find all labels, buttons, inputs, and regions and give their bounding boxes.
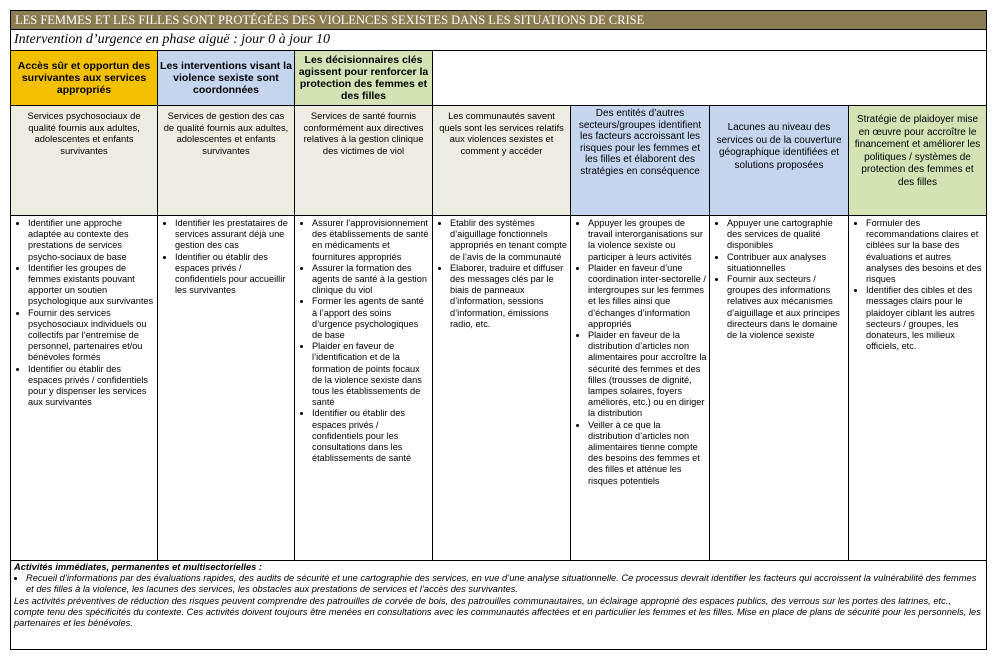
list-item: • Plaider en faveur de l’identification et de la formation de points focaux de la violence sexiste dans tous les établissements de santé — [312, 341, 430, 408]
cross-cutting-heading: Activités immédiates, permanentes et multisectorielles : — [14, 562, 263, 572]
outcome-header-empty — [433, 51, 986, 106]
output-header-advocacy: Stratégie de plaidoyer mise en œuvre pour accroître le financement et améliorer les politiques / systèmes de protection des femmes et des filles — [849, 106, 986, 216]
activity-cell — [433, 216, 571, 561]
list-item: • Identifier ou établir des espaces privés / confidentiels pour accueillir les survivantes — [175, 252, 292, 297]
cross-cutting-list — [14, 573, 983, 595]
activity-cell — [158, 216, 295, 561]
activity-list — [13, 218, 155, 408]
list-item: • Recueil d’informations par des évaluations rapides, des audits de sécurité et une cartographie des services, en vue d’une analyse situationnelle. Ce processus devrait identifier les facteurs qui accroissent la vulnérabilité des femmes et des filles à la violence, les lacunes des services, les obstacles aux prestations de services et l’accès des survivantes. — [26, 573, 983, 595]
output-header-psychosocial: Services psychosociaux de qualité fournis aux adultes, adolescentes et enfants survivantes — [11, 106, 158, 216]
list-item: • Contribuer aux analyses situationnelles — [727, 252, 846, 274]
output-header-case-management: Services de gestion des cas de qualité fournis aux adultes, adolescentes et enfants survivantes — [158, 106, 295, 216]
prevention-paragraph: Les activités préventives de réduction des risques peuvent comprendre des patrouilles de corvée de bois, des patrouilles communautaires, un éclairage approprié des espaces publics, des verrous sur les portes des latrines, etc., compte tenu des spécificités du contexte. Ces activités doivent toujours être menées en consultations avec les communautés affectées et en particulier les femmes et les filles. Mise en place de plans de sécurité pour les personnels, les partenaires et les bénévoles. — [14, 595, 981, 629]
activity-cell — [849, 216, 986, 561]
activity-cell — [11, 216, 158, 561]
outcome-header-coordination: Les interventions visant la violence sexiste sont coordonnées — [158, 51, 295, 106]
list-item: • Elaborer, traduire et diffuser des messages clés par le biais de panneaux d’information, sessions d’information, émissions radio, etc. — [450, 263, 568, 330]
activity-cell — [295, 216, 433, 561]
list-item: • Etablir des systèmes d’aiguillage fonctionnels appropriés en tenant compte de l’avis de la communauté — [450, 218, 568, 263]
table-title: LES FEMMES ET LES FILLES SONT PROTÉGÉES DES VIOLENCES SEXISTES DANS LES SITUATIONS DE CRISE — [11, 11, 986, 30]
list-item: • Veiller à ce que la distribution d’articles non alimentaires tienne compte des besoins des femmes et des filles et atténue les risques potentiels — [588, 420, 707, 487]
list-item: • Identifier des cibles et des messages clairs pour le plaidoyer ciblant les autres secteurs / groupes, les donateurs, les milieux officiels, etc. — [866, 285, 984, 352]
matrix-table — [10, 10, 987, 650]
list-item: • Appuyer les groupes de travail interorganisations sur la violence sexiste ou participer à leurs activités — [588, 218, 707, 263]
activity-list — [851, 218, 984, 352]
activity-list — [435, 218, 568, 330]
list-item: • Former les agents de santé à l’apport des soins d’urgence psychologiques de base — [312, 296, 430, 341]
list-item: • Identifier les groupes de femmes existants pouvant apporter un soutien psychologique aux survivantes — [28, 263, 155, 308]
list-item: • Identifier ou établir des espaces privés / confidentiels pour y dispenser les services aux survivantes — [28, 364, 155, 409]
output-header-health: Services de santé fournis conformément aux directives relatives à la gestion clinique des victimes de viol — [295, 106, 433, 216]
list-item: • Assurer la formation des agents de santé à la gestion clinique du viol — [312, 263, 430, 297]
list-item: • Fournir aux secteurs / groupes des informations relatives aux mécanismes d’aiguillage et aux principes directeurs dans le domaine de la violence sexiste — [727, 274, 846, 341]
list-item: • Identifier les prestataires de services assurant déjà une gestion des cas — [175, 218, 292, 252]
cross-cutting-activities — [11, 561, 986, 649]
list-item: • Plaider en faveur de la distribution d’articles non alimentaires pour accroître la sécurité des femmes et des filles (trousses de dignité, lampes solaires, foyers améliorés, etc.) ou en diriger la distribution — [588, 330, 707, 420]
list-item: • Appuyer une cartographie des services de qualité disponibles — [727, 218, 846, 252]
list-item: • Formuler des recommandations claires et ciblées sur la base des évaluations et autres analyses des besoins et des risques — [866, 218, 984, 285]
activity-cell — [710, 216, 849, 561]
activity-list — [160, 218, 292, 296]
output-header-gaps: Lacunes au niveau des services ou de la couverture géographique identifiées et solutions proposées — [710, 106, 849, 216]
output-header-sectors: Des entités d’autres secteurs/groupes identifient les facteurs accroissant les risques pour les femmes et les filles et élaborent des stratégies en conséquence — [571, 106, 710, 216]
output-header-communities: Les communautés savent quels sont les services relatifs aux violences sexistes et comment y accéder — [433, 106, 571, 216]
outcome-header-access: Accès sûr et opportun des survivantes aux services appropriés — [11, 51, 158, 106]
activity-list — [297, 218, 430, 464]
activity-list — [712, 218, 846, 341]
activity-cell — [571, 216, 710, 561]
activity-list — [573, 218, 707, 487]
phase-label: Intervention d’urgence en phase aiguë : jour 0 à jour 10 — [11, 30, 986, 51]
list-item: • Identifier ou établir des espaces privés / confidentiels pour les consultations dans les établissements de santé — [312, 408, 430, 464]
list-item: • Assurer l’approvisionnement des établissements de santé en médicaments et fournitures appropriés — [312, 218, 430, 263]
list-item: • Plaider en faveur d’une coordination inter-sectorelle / intergroupes sur les femmes et les filles ainsi que d’échanges d’information appropriés — [588, 263, 707, 330]
list-item: • Fournir des services psychosociaux individuels ou collectifs par l’entremise de personnel, partenaires et/ou bénévoles formés — [28, 308, 155, 364]
list-item: • Identifier une approche adaptée au contexte des prestations de services psycho-sociaux de base — [28, 218, 155, 263]
outcome-header-decision-makers: Les décisionnaires clés agissent pour renforcer la protection des femmes et des filles — [295, 51, 433, 106]
